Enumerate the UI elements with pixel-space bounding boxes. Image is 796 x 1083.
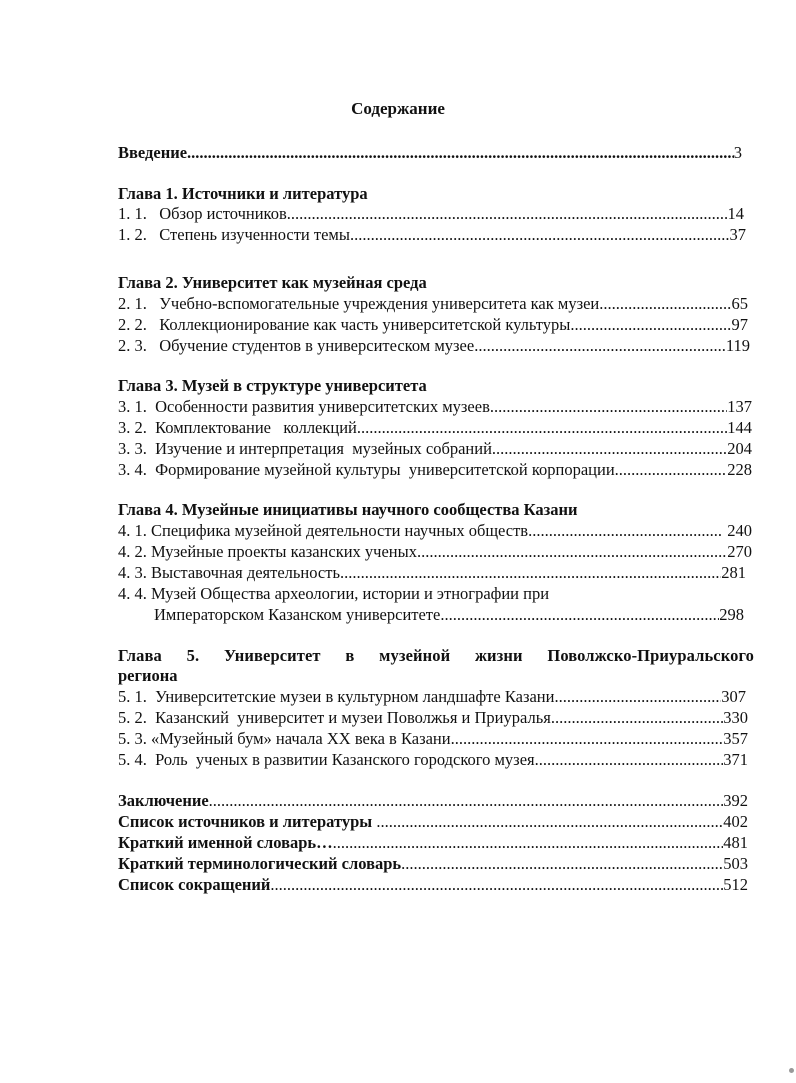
- toc-leader-dots: [474, 336, 726, 356]
- toc-entry-page: 281: [721, 563, 746, 582]
- toc-entry-page: 392: [723, 791, 748, 810]
- toc-entry-label: 3. 3. Изучение и интерпретация музейных собраний: [118, 439, 492, 458]
- toc-leader-dots: [287, 204, 728, 224]
- toc-entry-label: Императорском Казанском университете: [154, 605, 441, 624]
- toc-entry: [118, 204, 744, 224]
- toc-entry-label: Список источников и литературы: [118, 812, 377, 831]
- toc-entry: [118, 750, 748, 770]
- toc-entry-intro: [118, 143, 742, 163]
- toc-entry-back: [118, 812, 748, 832]
- toc-entry-back: [118, 833, 748, 853]
- chapter-heading-line1: Глава 5. Университет в музейной жизни Поволжско-Приуральского: [118, 646, 754, 665]
- toc-entry-back: [118, 854, 748, 874]
- toc-entry-page: 503: [723, 854, 748, 873]
- toc-leader-dots: [333, 833, 724, 853]
- toc-entry-label: 5. 3. «Музейный бум» начала XX века в Казани: [118, 729, 451, 748]
- toc-entry-label: 3. 2. Комплектование коллекций: [118, 418, 357, 437]
- toc-entry: [118, 708, 748, 728]
- toc-leader-dots: [535, 750, 724, 770]
- chapter-heading: региона: [118, 666, 178, 685]
- toc-leader-dots: [554, 687, 721, 707]
- toc-leader-dots: [492, 439, 727, 459]
- toc-entry: [118, 294, 748, 314]
- toc-entry-label: 3. 1. Особенности развития университетских музеев: [118, 397, 490, 416]
- toc-entry-page: 240: [723, 521, 752, 540]
- toc-entry-label: 5. 1. Университетские музеи в культурном ландшафте Казани: [118, 687, 555, 706]
- toc-leader-dots: [490, 397, 727, 417]
- toc-entry: [118, 418, 752, 438]
- toc-entry-label-line1: 4. 4. Музей Общества археологии, истории и этнографии при: [118, 584, 550, 603]
- page-title: Содержание: [351, 99, 445, 118]
- toc-entry-label: 2. 2. Коллекционирование как часть университетской культуры: [118, 315, 571, 334]
- toc-leader-dots: [187, 143, 734, 163]
- toc-entry-label: Список сокращений: [118, 875, 271, 894]
- toc-entry-label: 2. 1. Учебно-вспомогательные учреждения университета как музеи: [118, 294, 600, 313]
- toc-entry: [118, 397, 752, 417]
- toc-leader-dots: [401, 854, 723, 874]
- toc-entry: [118, 729, 748, 749]
- toc-entry-label: 4. 3. Выставочная деятельность: [118, 563, 340, 582]
- toc-entry-page: 330: [723, 708, 748, 727]
- toc-entry-page: 298: [719, 605, 744, 624]
- toc-entry-page: 307: [721, 687, 746, 706]
- toc-entry-page: 228: [727, 460, 752, 479]
- toc-leader-dots: [340, 563, 721, 583]
- toc-entry: [118, 460, 752, 480]
- toc-leader-dots: [615, 460, 728, 480]
- toc-leader-dots: [551, 708, 723, 728]
- toc-entry-page: 3: [733, 143, 742, 162]
- toc-entry-page: 481: [723, 833, 748, 852]
- toc-entry-back: [118, 875, 748, 895]
- toc-entry-page: 137: [727, 397, 752, 416]
- chapter-heading: Глава 3. Музей в структуре университета: [118, 376, 427, 395]
- toc-entry-label: 4. 2. Музейные проекты казанских ученых: [118, 542, 417, 561]
- toc-entry: [118, 687, 746, 707]
- toc-entry-page: 97: [731, 315, 748, 334]
- toc-leader-dots: [417, 542, 727, 562]
- toc-leader-dots: [376, 812, 723, 832]
- toc-entry: [154, 605, 744, 625]
- toc-entry-page: 512: [723, 875, 748, 894]
- toc-entry: [118, 439, 752, 459]
- chapter-heading: Глава 1. Источники и литература: [118, 184, 368, 203]
- toc-entry-page: 37: [729, 225, 746, 244]
- toc-leader-dots: [440, 605, 719, 625]
- toc-leader-dots: [599, 294, 731, 314]
- chapter-heading: Глава 2. Университет как музейная среда: [118, 273, 427, 292]
- chapter-heading: Глава 4. Музейные инициативы научного сообщества Казани: [118, 500, 578, 519]
- toc-leader-dots: [570, 315, 731, 335]
- toc-entry-label: Заключение: [118, 791, 209, 810]
- toc-entry: [118, 315, 748, 335]
- toc-entry-page: 14: [727, 204, 744, 223]
- toc-entry-page: 65: [731, 294, 748, 313]
- toc-leader-dots: [451, 729, 724, 749]
- toc-entry-label: 4. 1. Специфика музейной деятельности научных обществ: [118, 521, 529, 540]
- toc-entry-page: 270: [727, 542, 752, 561]
- toc-entry-label: 1. 2. Степень изученности темы: [118, 225, 350, 244]
- toc-leader-dots: [350, 225, 730, 245]
- toc-entry-page: 402: [723, 812, 748, 831]
- toc-entry-label: 5. 4. Роль ученых в развитии Казанского городского музея: [118, 750, 535, 769]
- toc-entry-page: 357: [723, 729, 748, 748]
- toc-leader-dots: [270, 875, 723, 895]
- toc-entry: [118, 563, 746, 583]
- toc-entry: [118, 542, 752, 562]
- toc-entry-page: 144: [727, 418, 752, 437]
- toc-entry-label: Введение: [118, 143, 188, 162]
- toc-entry-page: 204: [727, 439, 752, 458]
- toc-entry: [118, 521, 752, 541]
- toc-entry: [118, 225, 746, 245]
- toc-entry-label: 2. 3. Обучение студентов в университеском музее: [118, 336, 475, 355]
- toc-entry-label: 3. 4. Формирование музейной культуры университетской корпорации: [118, 460, 615, 479]
- toc-entry-label: Краткий терминологический словарь: [118, 854, 402, 873]
- toc-entry-label: 5. 2. Казанский университет и музеи Поволжья и Приуралья: [118, 708, 551, 727]
- toc-entry-back: [118, 791, 748, 811]
- toc-entry-page: 371: [723, 750, 748, 769]
- toc-entry-label: Краткий именной словарь…: [118, 833, 333, 852]
- toc-leader-dots: [209, 791, 724, 811]
- toc-leader-dots: [357, 418, 727, 438]
- toc-entry-label: 1. 1. Обзор источников: [118, 204, 287, 223]
- toc-leader-dots: [528, 521, 723, 541]
- toc-entry: [118, 336, 750, 356]
- scan-speck: [789, 1068, 794, 1073]
- toc-entry-page: 119: [725, 336, 750, 355]
